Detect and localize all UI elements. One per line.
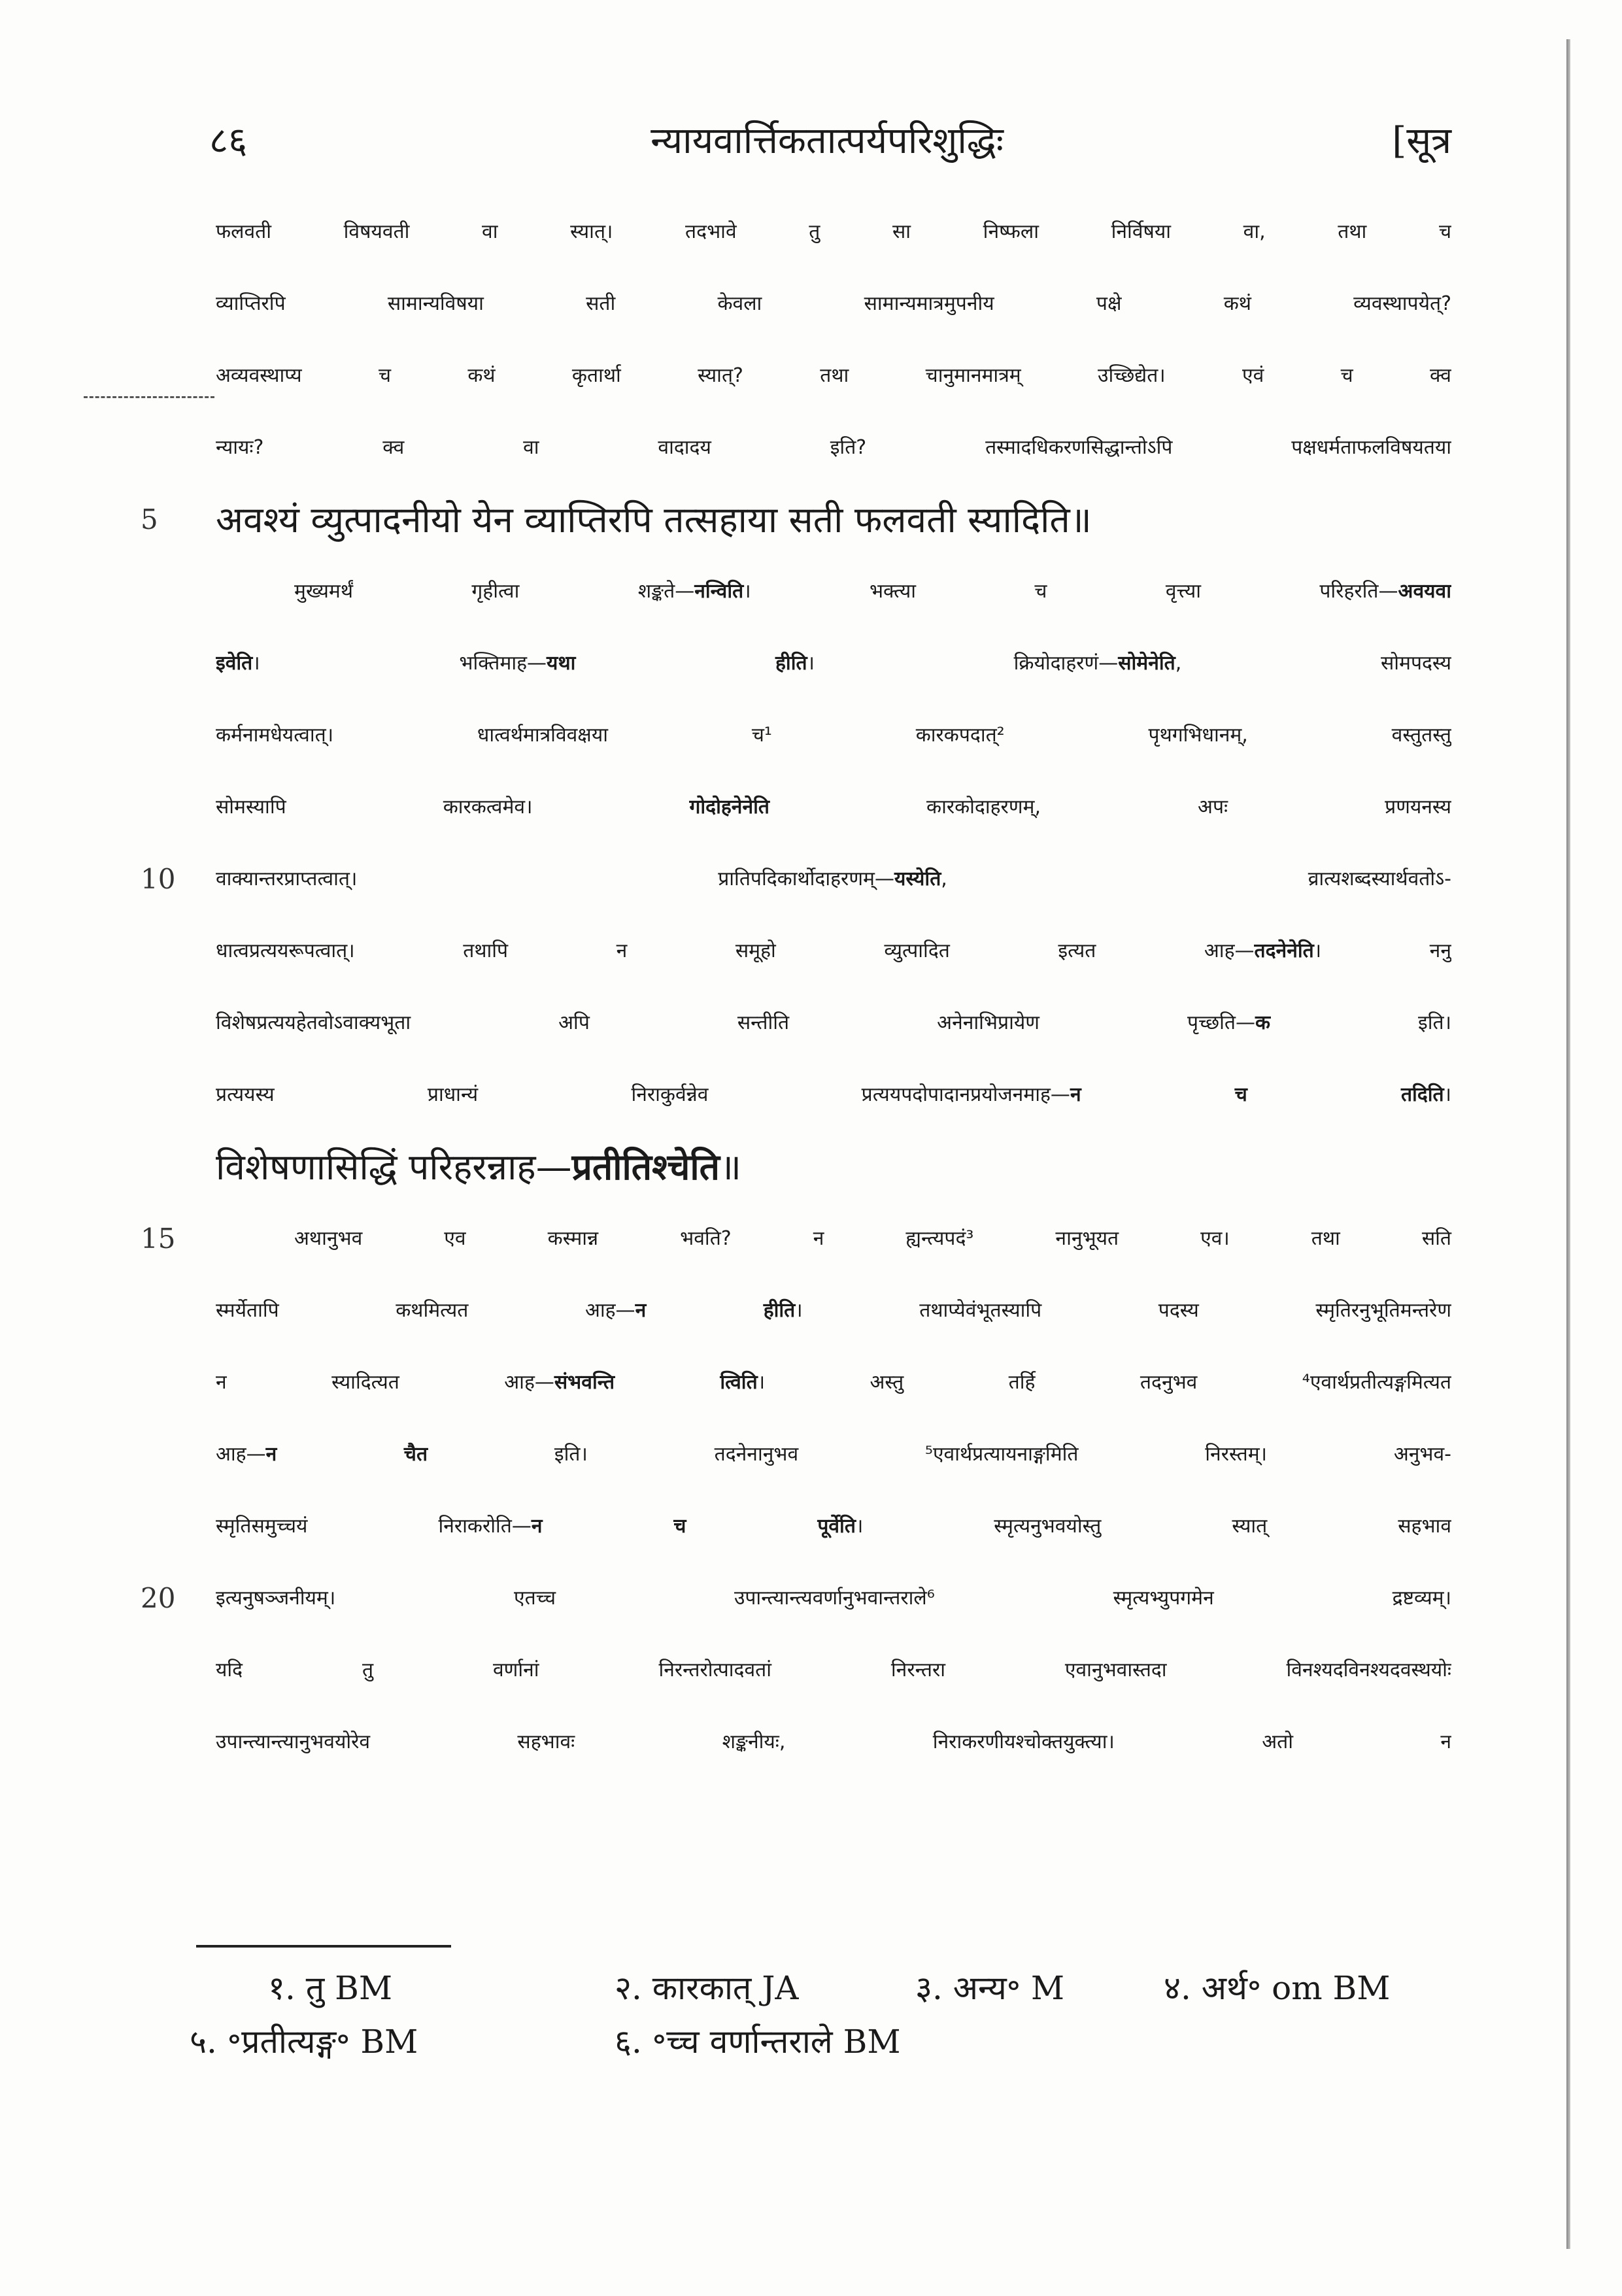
- bold-lemma: इवेति: [216, 652, 253, 675]
- text-line: [216, 340, 1451, 412]
- page-edge-rule: [1566, 39, 1570, 2249]
- text-segment: विशेषप्रत्ययहेतवोऽवाक्यभूता अपि सन्तीति अनेनाभिप्रायेण पृच्छति—: [216, 1011, 1255, 1034]
- text-segment: सोमस्यापि कारकत्वमेव।: [216, 796, 690, 819]
- text-line: [216, 771, 1451, 843]
- bold-lemma: यस्येति: [894, 868, 941, 890]
- text-line: [216, 196, 1451, 268]
- section-mark: [सूत्र: [1392, 120, 1451, 162]
- text-line: [216, 1491, 1451, 1562]
- footnote-rule: [196, 1945, 451, 1948]
- text-segment: फलवती विषयवती वा स्यात्। तदभावे तु सा निष्फला निर्विषया वा, तथा च: [216, 220, 1451, 243]
- text-segment: व्याप्तिरपि सामान्यविषया सती केवला सामान्यमात्रमुपनीय पक्षे कथं व्यवस्थापयेत्?: [216, 292, 1451, 315]
- text-segment: , व्रात्यशब्दस्यार्थवतोऽ-: [941, 868, 1451, 890]
- text-segment: न स्यादित्यत आह—: [216, 1371, 554, 1394]
- text-segment: । भक्तिमाह—: [252, 652, 547, 675]
- text-segment: यदि तु वर्णानां निरन्तरोत्पादवतां निरन्तरा एवानुभवास्तदा विनश्यदविनश्यदवस्थयोः: [216, 1659, 1451, 1681]
- footnote-row: [190, 2018, 1451, 2072]
- text-line: [141, 1562, 1451, 1634]
- text-segment: आह—: [216, 1443, 266, 1466]
- text-segment: कारकोदाहरणम्, अपः प्रणयनस्य: [769, 796, 1451, 819]
- text-segment: अवश्यं व्युत्पादनीयो येन व्याप्तिरपि तत्सहाया सती फलवती स्यादिति॥: [216, 499, 1092, 541]
- text-segment: अथानुभव एव कस्मान्न भवति? न ह्यन्त्यपदं³ नानुभूयत एव। तथा सति: [294, 1227, 1451, 1250]
- bold-lemma: यथा हीति: [547, 652, 807, 675]
- footnote: ४. अर्थ॰ om BM: [1164, 1969, 1391, 2007]
- text-segment: न्यायः? क्व वा वादादय इति? तस्मादधिकरणसिद्धान्तोऽपि पक्षधर्मताफलविषयतया: [216, 436, 1451, 459]
- text-segment: । अस्तु तर्हि तदनुभव ⁴एवार्थप्रतीत्यङ्गमित्यत: [757, 1371, 1451, 1394]
- text-line: [216, 1347, 1451, 1419]
- text-segment: ।: [1444, 1083, 1451, 1106]
- text-line: [141, 843, 1451, 915]
- body-text: [141, 196, 1451, 1778]
- text-line: [141, 484, 1451, 556]
- footnote-row: [190, 1965, 1451, 2018]
- text-segment: मुख्यमर्थं गृहीत्वा शङ्कते—: [294, 580, 695, 603]
- text-line: [216, 628, 1451, 700]
- text-line: [141, 1203, 1451, 1275]
- text-line: [216, 1131, 1451, 1203]
- bold-lemma: नन्विति: [694, 580, 744, 603]
- scan-mark-dash: [84, 396, 214, 398]
- text-line: [216, 1275, 1451, 1347]
- bold-lemma: तदनेनेति: [1254, 939, 1314, 962]
- text-line: [216, 556, 1451, 628]
- text-line: [216, 1706, 1451, 1778]
- line-number: 20: [141, 1582, 176, 1614]
- bold-lemma: अवयवा: [1398, 580, 1451, 603]
- text-segment: उपान्त्यान्त्यानुभवयोरेव सहभावः शङ्कनीयः, निराकरणीयश्चोक्तयुक्त्या। अतो न: [216, 1730, 1451, 1753]
- text-segment: । क्रियोदाहरणं—: [807, 652, 1119, 675]
- text-line: [216, 1419, 1451, 1491]
- text-segment: ॥: [720, 1146, 741, 1188]
- text-segment: । भक्त्या च वृत्त्या परिहरति—: [743, 580, 1398, 603]
- footnote: ५. ॰प्रतीत्यङ्ग॰ BM: [190, 2023, 418, 2061]
- text-segment: वाक्यान्तरप्राप्तत्वात्। प्रातिपदिकार्थोदाहरणम्—: [216, 868, 894, 890]
- text-segment: कर्मनामधेयत्वात्। धात्वर्थमात्रविवक्षया च¹ कारकपदात्² पृथगभिधानम्, वस्तुतस्तु: [216, 724, 1451, 747]
- text-line: [216, 412, 1451, 484]
- footnotes: [190, 1965, 1451, 2072]
- footnote: ६. ॰च्च वर्णान्तराले BM: [615, 2023, 901, 2061]
- footnote: १. तु BM: [268, 1969, 393, 2007]
- bold-lemma: न चैत: [265, 1443, 428, 1466]
- bold-lemma: क: [1255, 1011, 1270, 1034]
- text-segment: धात्वप्रत्ययरूपत्वात्। तथापि न समूहो व्युत्पादित इत्यत आह—: [216, 939, 1255, 962]
- text-segment: , सोमपदस्य: [1175, 652, 1451, 675]
- bold-lemma: प्रतीतिश्चेति: [571, 1146, 720, 1188]
- text-segment: । स्मृत्यनुभवयोस्तु स्यात् सहभाव: [855, 1515, 1451, 1538]
- text-line: [216, 915, 1451, 987]
- footnote: ३. अन्य॰ M: [915, 1969, 1065, 2007]
- text-segment: इति।: [1270, 1011, 1451, 1034]
- text-segment: इति। तदनेनानुभव ⁵एवार्थप्रत्यायनाङ्गमिति निरस्तम्। अनुभव-: [428, 1443, 1451, 1466]
- text-segment: इत्यनुषञ्जनीयम्। एतच्च उपान्त्यान्त्यवर्णानुभवान्तराले⁶ स्मृत्यभ्युपगमेन द्रष्टव्यम्।: [216, 1587, 1451, 1610]
- text-segment: विशेषणासिद्धिं परिहरन्नाह—: [216, 1146, 572, 1188]
- bold-lemma: सोमेनेति: [1118, 652, 1175, 675]
- text-line: [216, 268, 1451, 340]
- text-line: [216, 1059, 1451, 1131]
- page-number: ८६: [209, 120, 248, 162]
- text-segment: अव्यवस्थाप्य च कथं कृतार्था स्यात्? तथा चानुमानमात्रम् उच्छिद्येत। एवं च क्व: [216, 364, 1451, 387]
- bold-lemma: न च तदिति: [1070, 1083, 1444, 1106]
- line-number: 5: [141, 503, 158, 535]
- bold-lemma: न हीति: [635, 1299, 796, 1322]
- text-segment: प्रत्ययस्य प्राधान्यं निराकुर्वन्नेव प्रत्ययपदोपादानप्रयोजनमाह—: [216, 1083, 1070, 1106]
- text-line: [216, 1634, 1451, 1706]
- bold-lemma: न च पूर्वेति: [531, 1515, 856, 1538]
- footnote: २. कारकात् JA: [615, 1969, 799, 2007]
- bold-lemma: गोदोहनेनेति: [689, 796, 769, 819]
- text-segment: । तथाप्येवंभूतस्यापि पदस्य स्मृतिरनुभूतिमन्तरेण: [795, 1299, 1451, 1322]
- text-line: [216, 700, 1451, 771]
- bold-lemma: संभवन्ति त्विति: [554, 1371, 758, 1394]
- text-line: [216, 987, 1451, 1059]
- page-header: [203, 114, 1451, 173]
- text-segment: स्मृतिसमुच्चयं निराकरोति—: [216, 1515, 532, 1538]
- text-segment: । ननु: [1313, 939, 1451, 962]
- line-number: 10: [141, 863, 176, 895]
- line-number: 15: [141, 1223, 176, 1255]
- running-title: न्यायवार्त्तिकतात्पर्यपरिशुद्धिः: [650, 120, 1004, 162]
- text-segment: स्मर्येतापि कथमित्यत आह—: [216, 1299, 635, 1322]
